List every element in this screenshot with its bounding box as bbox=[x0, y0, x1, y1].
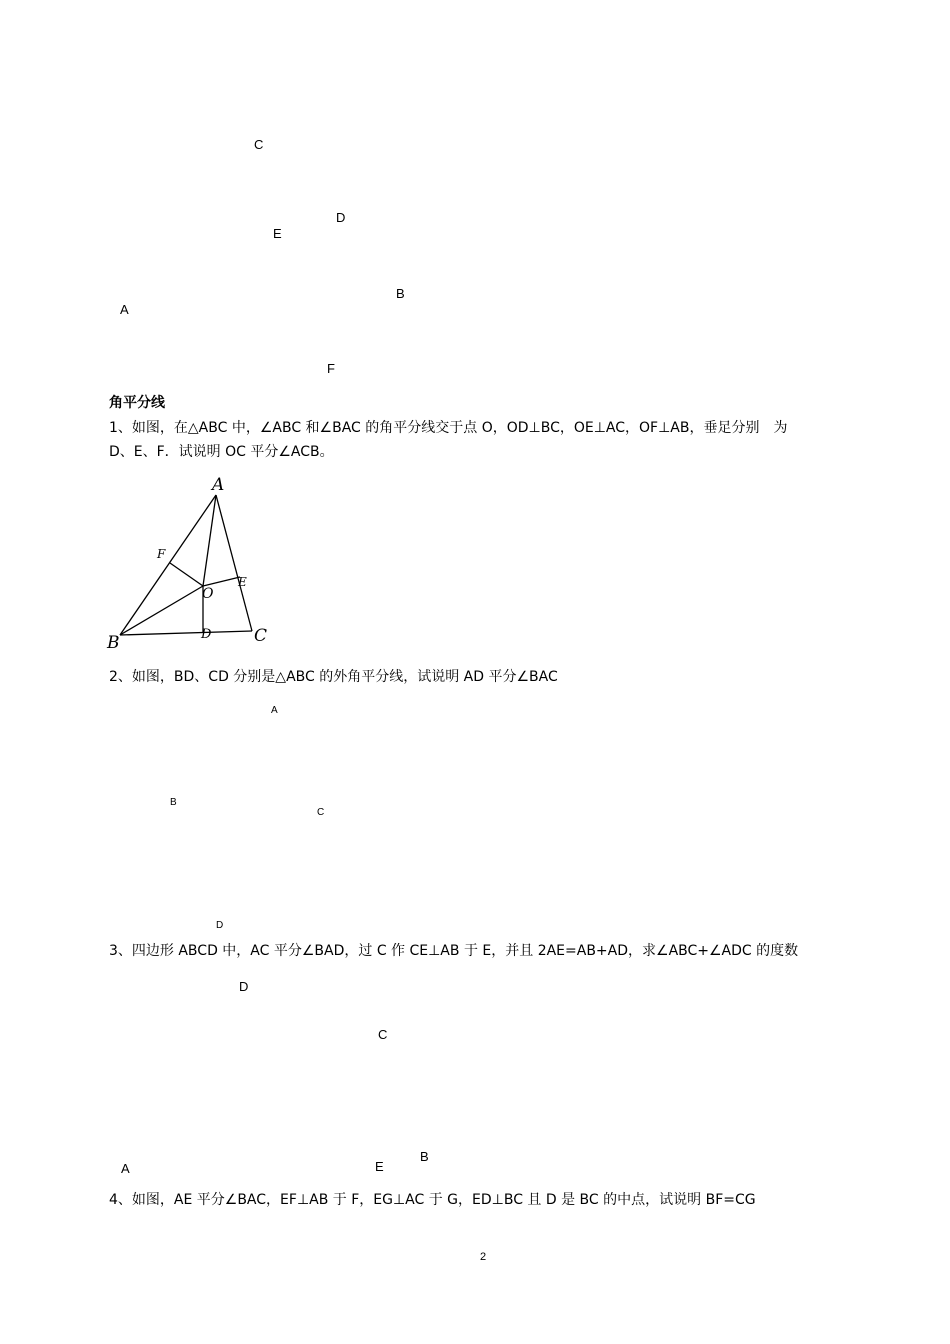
fig1-label-f: F bbox=[157, 547, 166, 561]
triangle-figure bbox=[104, 470, 284, 655]
section-title: 角平分线 bbox=[109, 395, 165, 411]
fig3-label-e: E bbox=[375, 1159, 384, 1174]
fig1-label-d: D bbox=[201, 627, 212, 642]
fig1-label-o: O bbox=[202, 586, 214, 602]
top-label-c: C bbox=[254, 137, 264, 152]
fig1-label-a: A bbox=[212, 475, 225, 495]
problem-2-text: 2、如图，BD、CD 分别是△ABC 的外角平分线，试说明 AD 平分∠BAC bbox=[109, 669, 558, 685]
bisector-b bbox=[120, 586, 203, 635]
fig2-label-b: B bbox=[170, 797, 177, 808]
problem-4-text: 4、如图，AE 平分∠BAC，EF⊥AB 于 F，EG⊥AC 于 G，ED⊥BC 且 D 是 BC 的中点，试说明 BF=CG bbox=[109, 1192, 756, 1208]
side-ab bbox=[120, 495, 216, 635]
perpendicular-of bbox=[170, 563, 203, 586]
problem-3-text: 3、四边形 ABCD 中，AC 平分∠BAD，过 C 作 CE⊥AB 于 E，并且 2AE=AB+AD，求∠ABC+∠ADC 的度数 bbox=[109, 943, 799, 959]
fig1-label-c: C bbox=[254, 626, 268, 646]
fig1-label-b: B bbox=[107, 633, 120, 653]
perpendicular-oe bbox=[203, 577, 240, 586]
side-bc bbox=[120, 631, 252, 635]
problem-1-line-2: D、E、F．试说明 OC 平分∠ACB。 bbox=[109, 444, 334, 460]
fig2-label-c: C bbox=[317, 807, 325, 818]
fig3-label-a: A bbox=[121, 1161, 130, 1176]
side-ac bbox=[216, 495, 252, 631]
fig2-label-a: A bbox=[271, 705, 278, 716]
top-label-d: D bbox=[336, 210, 346, 225]
top-label-a: A bbox=[120, 302, 129, 317]
top-label-e: E bbox=[273, 226, 282, 241]
problem-1-line-1: 1、如图，在△ABC 中，∠ABC 和∠BAC 的角平分线交于点 O，OD⊥BC，OE⊥AC，OF⊥AB，垂足分别 为 bbox=[109, 420, 788, 436]
top-label-f: F bbox=[327, 361, 335, 376]
fig3-label-d: D bbox=[239, 979, 249, 994]
fig1-label-e: E bbox=[238, 575, 247, 589]
fig3-label-c: C bbox=[378, 1027, 388, 1042]
fig2-label-d: D bbox=[216, 920, 224, 931]
fig3-label-b: B bbox=[420, 1149, 429, 1164]
bisector-a bbox=[203, 495, 216, 586]
top-label-b: B bbox=[396, 286, 405, 301]
page-number: 2 bbox=[480, 1251, 487, 1263]
